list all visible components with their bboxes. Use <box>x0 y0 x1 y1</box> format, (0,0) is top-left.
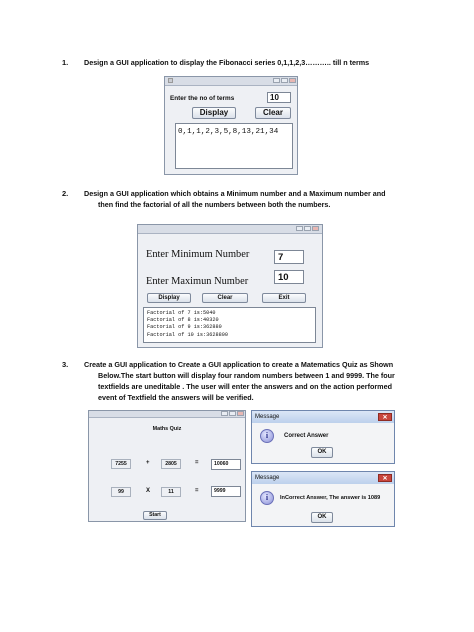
minimize-icon[interactable] <box>273 78 280 83</box>
terms-input[interactable]: 10 <box>267 92 291 103</box>
maximize-icon[interactable] <box>304 226 311 231</box>
equals-sign: = <box>195 488 199 494</box>
info-icon: i <box>260 491 274 505</box>
number-4-field: 11 <box>161 487 181 497</box>
question-2-line-2: then find the factorial of all the numbers between both the numbers. <box>98 200 331 209</box>
number-3-field: 99 <box>111 487 131 497</box>
ok-button[interactable]: OK <box>311 447 333 458</box>
incorrect-message-dialog <box>251 471 395 527</box>
maths-quiz-window <box>88 410 246 522</box>
number-1-field: 7255 <box>111 459 131 469</box>
output-line: Factorial of 9 is:362880 <box>147 324 222 331</box>
multiply-operator: X <box>146 488 151 494</box>
output-line: Factorial of 8 is:40320 <box>147 317 219 324</box>
maximize-icon[interactable] <box>281 78 288 83</box>
minimize-icon[interactable] <box>221 411 228 416</box>
question-1-number: 1. <box>62 58 69 67</box>
start-button[interactable]: Start <box>143 511 167 520</box>
close-icon[interactable] <box>312 226 319 231</box>
close-icon[interactable] <box>289 78 296 83</box>
minimize-icon[interactable] <box>296 226 303 231</box>
display-button[interactable]: Display <box>147 293 191 303</box>
question-3-line-3: textfields are uneditable . The user will enter the answers and on the action performed <box>98 382 392 391</box>
exit-button[interactable]: Exit <box>262 293 306 303</box>
maximum-input[interactable]: 10 <box>274 270 304 284</box>
question-2-line-1: Design a GUI application which obtains a Minimum number and a Maximum number and <box>84 189 386 198</box>
display-button[interactable]: Display <box>192 107 236 119</box>
question-3-line-1: Create a GUI application to Create a GUI application to create a Matematics Quiz as Shown <box>84 360 394 369</box>
dialog-titlebar: Message <box>252 411 394 423</box>
factorial-output[interactable] <box>143 307 316 343</box>
series-output[interactable]: 0,1,1,2,3,5,8,13,21,34 <box>175 123 293 169</box>
message-text: InCorrect Answer, The answer is 1089 <box>280 495 381 501</box>
quiz-title: Maths Quiz <box>152 426 182 432</box>
maximize-icon[interactable] <box>229 411 236 416</box>
answer-1-input[interactable]: 10060 <box>211 459 241 470</box>
minimum-input[interactable]: 7 <box>274 250 304 264</box>
output-line: Factorial of 10 is:3628800 <box>147 331 228 338</box>
question-3-line-2: Below.The start button will display four random numbers between 1 and 9999. The four <box>98 371 395 380</box>
plus-operator: + <box>146 460 150 466</box>
answer-2-input[interactable]: 9999 <box>211 486 241 497</box>
window-titlebar <box>138 225 322 234</box>
fibonacci-window <box>164 76 298 175</box>
output-line: Factorial of 7 is:5040 <box>147 310 216 316</box>
message-text: Correct Answer <box>284 433 329 439</box>
question-2-number: 2. <box>62 189 69 198</box>
question-3-number: 3. <box>62 360 69 369</box>
number-2-field: 2805 <box>161 459 181 469</box>
terms-label: Enter the no of terms <box>170 95 235 102</box>
equals-sign: = <box>195 460 199 466</box>
clear-button[interactable]: Clear <box>202 293 248 303</box>
window-menu-icon[interactable] <box>168 78 173 83</box>
window-titlebar <box>89 411 245 418</box>
question-1-text: Design a GUI application to display the Fibonacci series 0,1,1,2,3……….. till n terms <box>84 58 370 67</box>
ok-button[interactable]: OK <box>311 512 333 523</box>
question-3-line-4: event of Textfield the answers will be verified. <box>98 393 254 402</box>
close-icon[interactable]: ✕ <box>378 474 392 482</box>
info-icon: i <box>260 429 274 443</box>
factorial-window <box>137 224 323 348</box>
dialog-titlebar: Message <box>252 472 394 484</box>
window-titlebar <box>165 77 297 86</box>
close-icon[interactable] <box>237 411 244 416</box>
correct-message-dialog <box>251 410 395 464</box>
maximum-label: Enter Maximun Number <box>146 276 249 287</box>
close-icon[interactable]: ✕ <box>378 413 392 421</box>
minimum-label: Enter Minimum Number <box>146 249 250 260</box>
clear-button[interactable]: Clear <box>255 107 291 119</box>
